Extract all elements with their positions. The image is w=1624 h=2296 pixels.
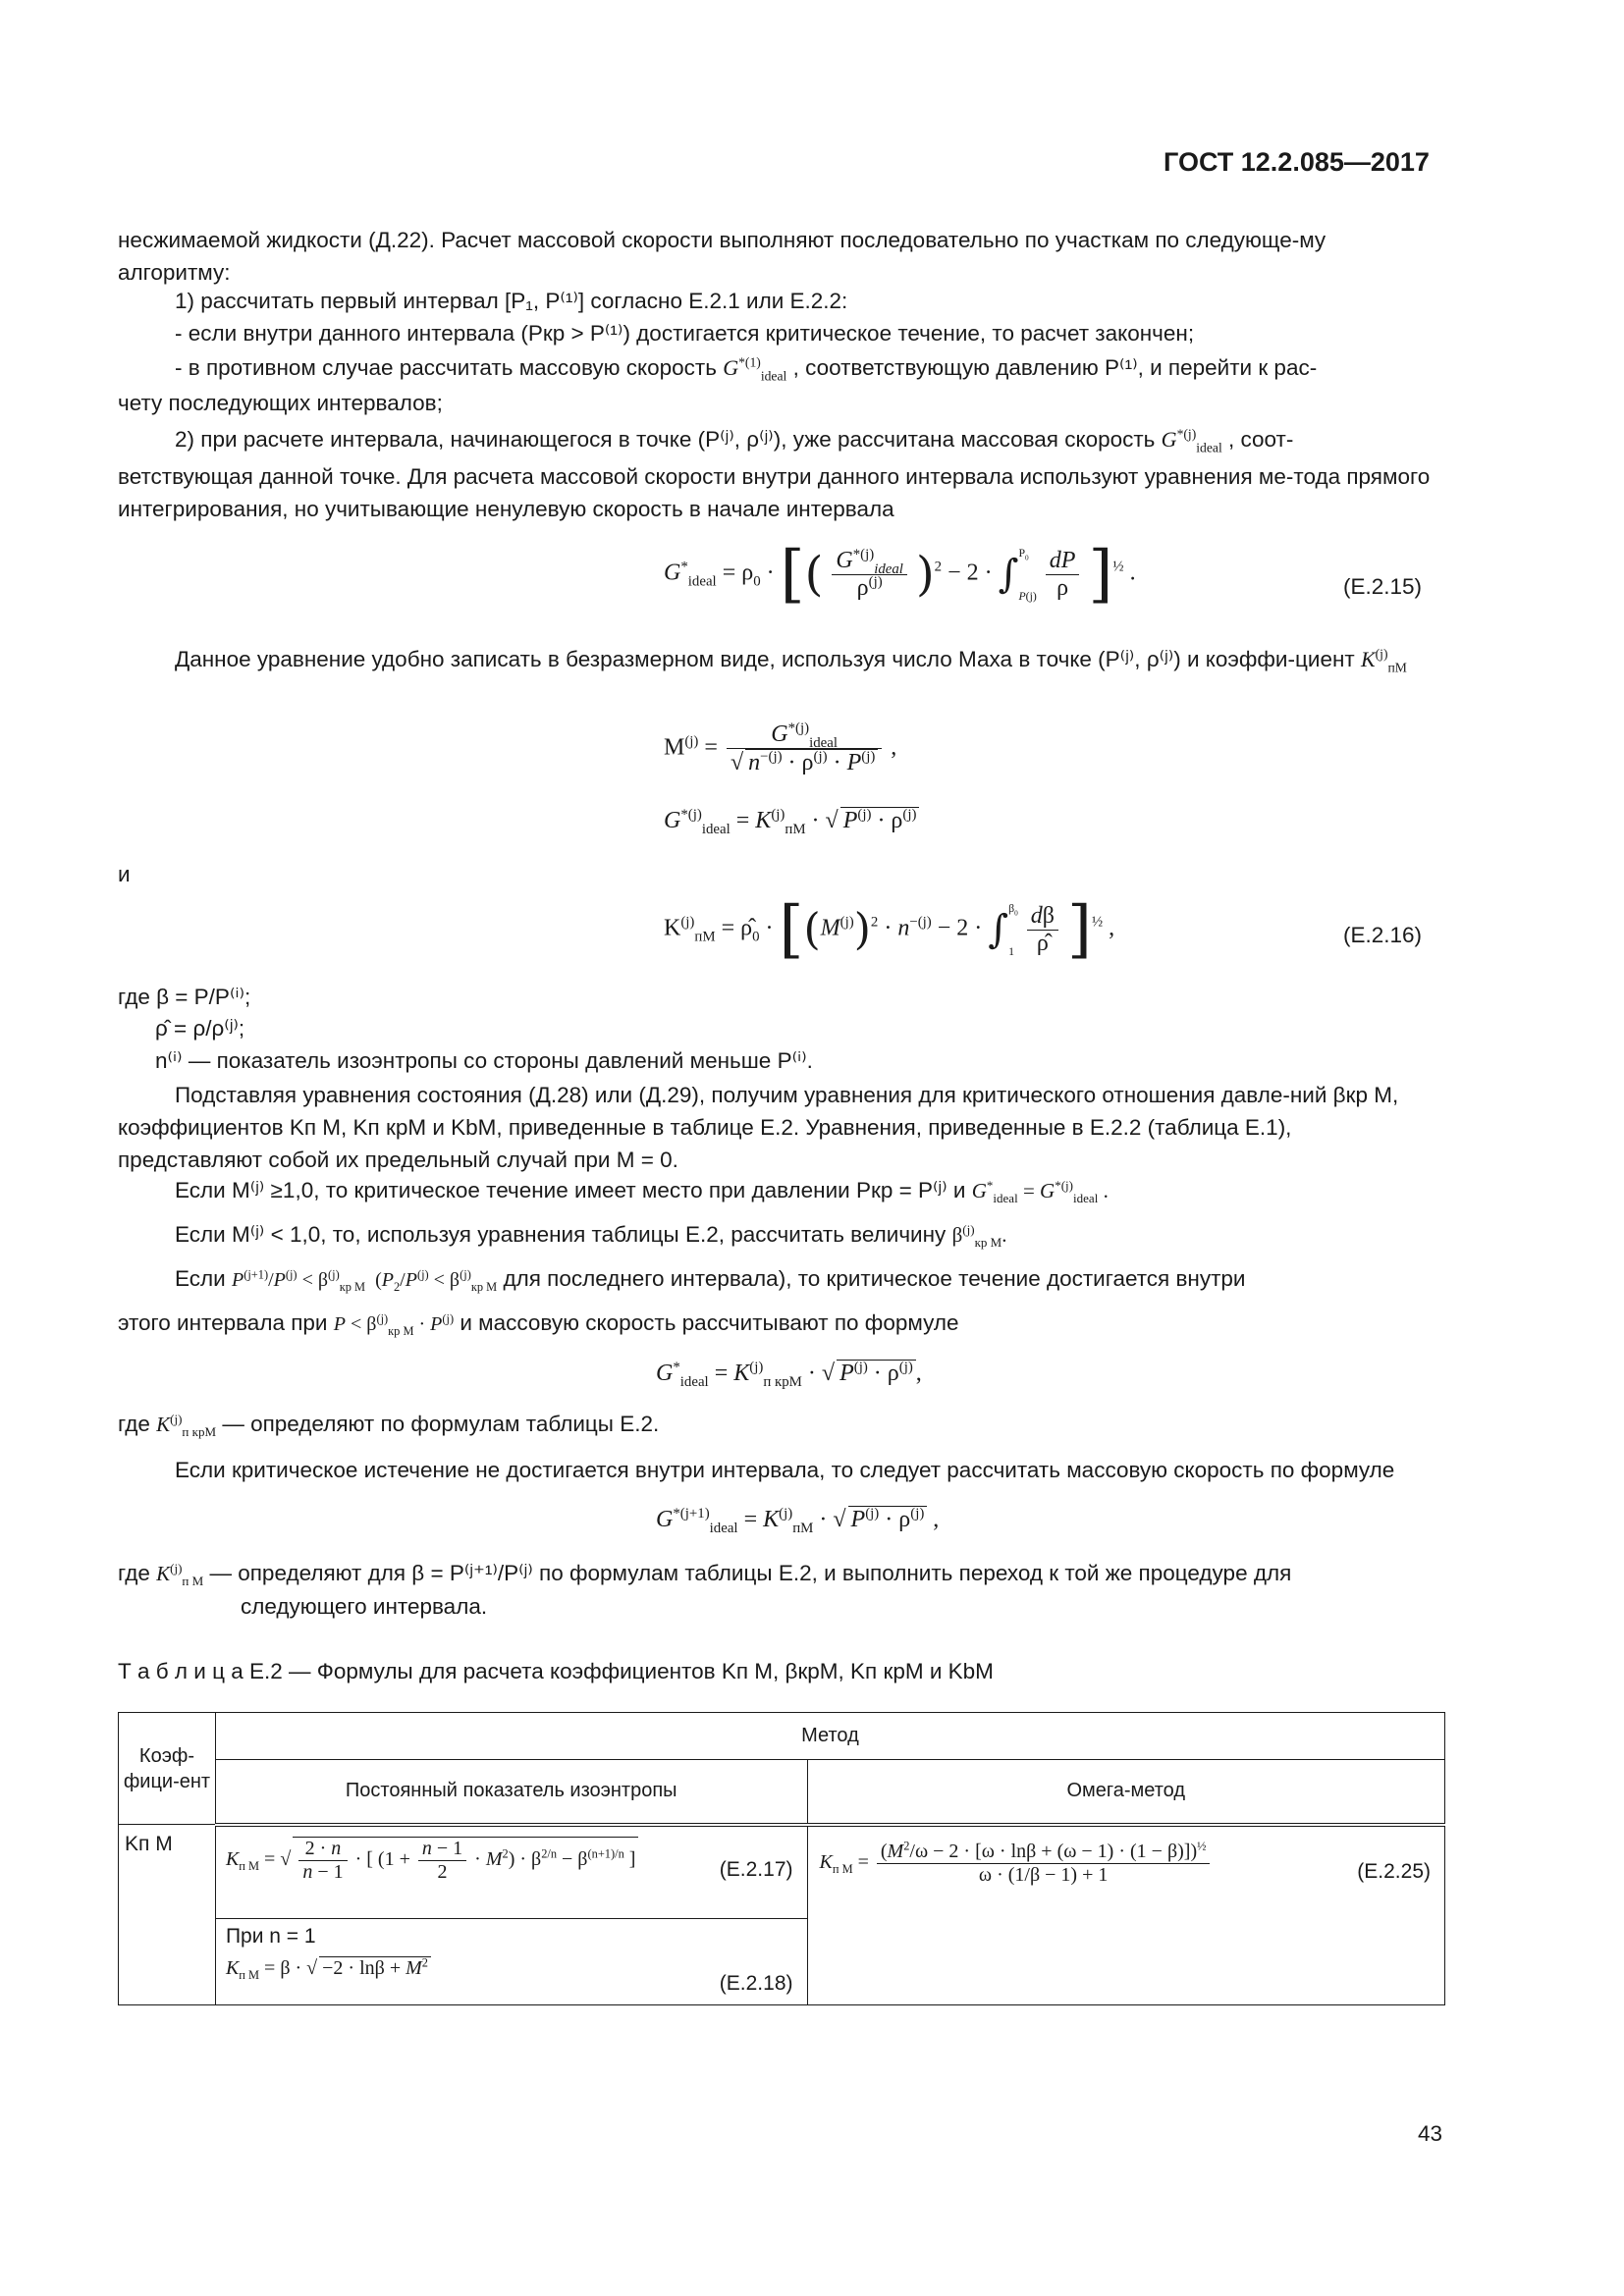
step-2-end: , соот-	[1228, 427, 1294, 452]
where-kp-text: — определяют по формулам таблицы Е.2.	[222, 1412, 660, 1436]
formula-e225: $K_{п М}$ = $\frac{(M^2/\omega - 2 \cdot [\omega \cdot \ln\beta + (\omega - 1) \cdot (1 - \beta)])^{\frac{1}{2}}}{\omega \cdot (1/\beta - 1) + 1}$	[820, 1841, 1214, 1887]
k-p-krm-symbol: $K^{(j)}_{п крМ}$	[156, 1412, 217, 1440]
step-1b	[175, 354, 1318, 384]
table-e2	[118, 1712, 1445, 2005]
paragraph-not-reached: Если критическое истечение не достигается внутри интервала, то следует рассчитать массовую скорость по формуле	[175, 1458, 1395, 1482]
condition-1	[175, 1178, 1109, 1206]
condition-3-start: Если	[175, 1266, 226, 1291]
step-1b-end: , соответствующую давлению P⁽¹⁾, и перейти к рас-	[792, 355, 1318, 380]
table-header-row-2	[119, 1760, 1445, 1825]
table-caption-text: Е.2 — Формулы для расчета коэффициентов Kп М, βкрМ, Kп крМ и KbМ	[249, 1659, 994, 1683]
paragraph-intro: несжимаемой жидкости (Д.22). Расчет массовой скорости выполняют последовательно по участкам по следующе-му алгоритму:	[118, 228, 1326, 285]
table-header-omega: Омега-метод	[807, 1760, 1445, 1825]
where-k-text: — определяют для β = P⁽ʲ⁺¹⁾/P⁽ʲ⁾ по формулам таблицы Е.2, и выполнить переход к той же процедуре для	[209, 1561, 1292, 1585]
equation-e216: $K^{(j)}_{пМ}$ = $\rhô_0 \cdot [(M^{(j)})^2 \cdot n^{-(j)} - 2 \cdot \int^{\beta_0}$ $_1$ $\frac{d\beta}{\rhô}$ ]$^{\frac{1}{2}}$ ,	[664, 893, 1115, 966]
table-caption	[118, 1659, 994, 1684]
equation-g-critical: $G^*_{ideal} = K^{(j)}_{п крМ}$ · √ $P^{(j)} \cdot \rho^{(j)}$ ,	[656, 1360, 922, 1390]
where-kp-start: где	[118, 1412, 150, 1436]
equation-number-e225: (Е.2.25)	[1357, 1859, 1431, 1883]
table-row-knm	[119, 1825, 1445, 1919]
condition-3-cont-start: этого интервала при	[118, 1310, 328, 1335]
condition-3-cont-math: $P < \beta^{(j)}_{кр М} \cdot P^{(j)}$	[333, 1311, 455, 1338]
where-rho: ρ̂ = ρ/ρ⁽ʲ⁾;	[155, 1016, 245, 1041]
document-header: ГОСТ 12.2.085—2017	[1164, 147, 1430, 177]
equation-g-next: $G^{*(j+1)}_{ideal} = K^{(j)}_{пМ}$ · √ $P^{(j)} \cdot \rho^{(j)}$ ,	[656, 1506, 940, 1536]
where-n: n⁽ⁱ⁾ — показатель изоэнтропы со стороны давлений меньше P⁽ⁱ⁾.	[155, 1048, 813, 1073]
paragraph-mach	[118, 643, 1441, 675]
where-k	[118, 1561, 1292, 1589]
equation-e215: $G^*_{ideal} = \rho_0$ · [( $\frac{G^{*(j)}_{ideal}}{\rho^{(j)}}$ )$^2$ − 2 · ∫$^{P_0}$ $_{P(j)}$ $\frac{dP}{\rho}$ ]$^{\frac{1}{2}}$ .	[664, 538, 1136, 611]
table-row-label: Kп М	[119, 1825, 216, 2005]
where-k-cont: следующего интервала.	[241, 1594, 488, 1619]
condition-3-mid: для последнего интервала), то критическое течение достигается внутри	[503, 1266, 1246, 1291]
step-2	[175, 427, 1293, 453]
beta-kr-symbol: $\beta^{(j)}_{кр М}$.	[951, 1222, 1007, 1251]
formula-e218: $K_{п М} = \beta$ · √ $-2 \cdot \ln\beta + M^2$	[226, 1956, 431, 1980]
g-ideal-j-symbol: $G^{*(j)}_{ideal}$	[1161, 426, 1222, 455]
table-cell-e218	[215, 1919, 807, 2005]
table-header-row-1	[119, 1713, 1445, 1760]
where-kp	[118, 1412, 660, 1440]
table-cell-e225	[807, 1825, 1445, 2005]
where-k-start: где	[118, 1561, 150, 1585]
condition-3-math: $P^{(j+1)}/P^{(j)} < \beta^{(j)}_{кр М}$ ($P_2/P^{(j)} < \beta^{(j)}_{кр М}$	[231, 1267, 498, 1294]
page-number: 43	[1418, 2121, 1443, 2146]
paragraph-mach-text: Данное уравнение удобно записать в безразмерном виде, используя число Маха в точке (P⁽ʲ⁾, ρ⁽ʲ⁾) и коэффи-циент	[175, 647, 1355, 671]
step-2-cont: ветствующая данной точке. Для расчета массовой скорости внутри данного интервала используют уравнения ме-тода прямого интегрирования, но учитывающие ненулевую скорость в начале интервала	[118, 464, 1431, 521]
k-pm-symbol: $K^{(j)}_{п М}$	[156, 1561, 204, 1589]
equation-number-e215: (Е.2.15)	[1343, 574, 1423, 599]
paragraph-subst: Подставляя уравнения состояния (Д.28) или (Д.29), получим уравнения для критического отношения давле-ний βкр М, коэффициентов Kп М, Kп крМ и KbМ, приведенные в таблице Е.2. Уравнения, приведенные в Е.2.2 (таблица Е.1), представляют собой их предельный случай при M = 0.	[118, 1083, 1399, 1172]
where-beta: где β = P/P⁽ⁱ⁾;	[118, 985, 251, 1009]
equation-mach: $M^{(j)}$ = $\frac{G^{*(j)}_{ideal}}{√ n^{-(j)} \cdot \rho^{(j)} \cdot P^{(j)}}$ ,	[664, 721, 897, 775]
equation-number-e217: (Е.2.17)	[719, 1857, 793, 1881]
step-1a: - если внутри данного интервала (Pкр > P⁽¹⁾) достигается критическое течение, то расчет закончен;	[175, 321, 1195, 346]
table-header-coef: Коэф-фици-ент	[119, 1713, 216, 1825]
case-n-equals-1: При n = 1	[225, 1925, 316, 1948]
formula-e217: $K_{п М}$ = √ $\frac{2 \cdot n}{n - 1}$ · [ (1 + $\frac{n - 1}{2}$ · $M^2) \cdot \beta^{2/n} - \beta^{(n+1)/n}$ ]	[226, 1837, 639, 1884]
table-header-method: Метод	[215, 1713, 1444, 1760]
and-word: и	[118, 862, 131, 886]
step-1b-cont: чету последующих интервалов;	[118, 391, 443, 415]
g-ideal-1-symbol: $G^{*(1)}_{ideal}$	[723, 354, 787, 384]
equation-g-ideal: $G^{*(j)}_{ideal} = K^{(j)}_{пМ}$ · √ $P^{(j)} \cdot \rho^{(j)}$	[664, 807, 919, 834]
table-header-const: Постоянный показатель изоэнтропы	[215, 1760, 807, 1825]
condition-2-text: Если M⁽ʲ⁾ < 1,0, то, используя уравнения таблицы Е.2, рассчитать величину	[175, 1222, 947, 1247]
table-cell-e217	[215, 1825, 807, 1919]
condition-3	[175, 1266, 1246, 1292]
step-1: 1) рассчитать первый интервал [P₁, P⁽¹⁾] согласно Е.2.1 или Е.2.2:	[175, 289, 848, 313]
condition-1-math: $G^*_{ideal} = G^{*(j)}_{ideal}$ .	[971, 1178, 1109, 1206]
table-caption-prefix: Т а б л и ц а	[118, 1659, 244, 1683]
step-2-start: 2) при расчете интервала, начинающегося в точке (P⁽ʲ⁾, ρ⁽ʲ⁾), уже рассчитана массовая скорость	[175, 427, 1156, 452]
condition-3-cont	[118, 1310, 958, 1336]
condition-1-text: Если M⁽ʲ⁾ ≥1,0, то критическое течение имеет место при давлении Pкр = P⁽ʲ⁾ и	[175, 1178, 966, 1202]
equation-number-e216: (Е.2.16)	[1343, 923, 1423, 947]
k-nm-j-symbol: $K^{(j)}_{пМ}$	[1360, 646, 1407, 675]
condition-3-cont-end: и массовую скорость рассчитывают по формуле	[460, 1310, 959, 1335]
step-1b-start: - в противном случае рассчитать массовую скорость	[175, 355, 717, 380]
equation-number-e218: (Е.2.18)	[719, 1972, 793, 1995]
condition-2	[175, 1222, 1007, 1251]
